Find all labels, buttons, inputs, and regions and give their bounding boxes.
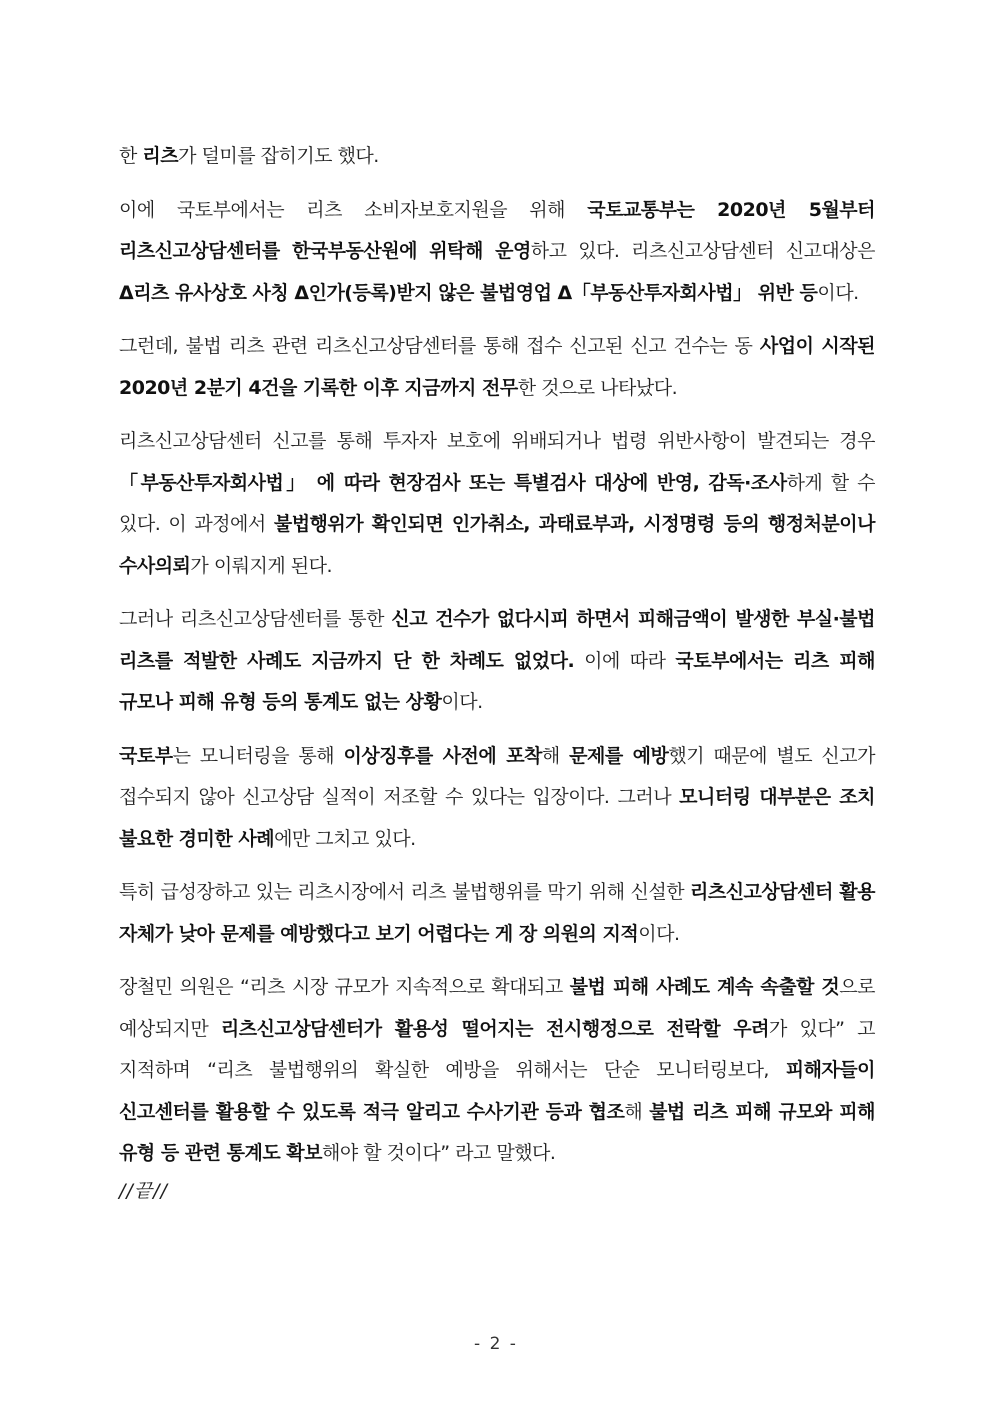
text-run: 한 — [119, 145, 143, 167]
bold-text-run: 국토교통부는 2020년 5월부터 리츠신고상담센터를 한국부동산원에 위탁해 운영 — [119, 198, 876, 262]
text-run: 한 것으로 나타났다. — [517, 376, 678, 399]
paragraph — [119, 599, 875, 724]
bold-text-run: 피해자들이 신고센터를 활용할 수 있도록 적극 알리고 수사기관 등과 협조 — [119, 1059, 875, 1123]
text-run: 가 이뤄지게 된다. — [190, 554, 333, 577]
text-run: 가 덜미를 잡히기도 했다. — [178, 145, 379, 167]
text-run: 이다. — [441, 691, 483, 713]
text-run: 했기 때문에 별도 신고가 접수되지 않아 신고상담 실적이 저조할 수 있다는 입장이다. 그러나 — [119, 744, 875, 808]
text-run: 가 있다” 고 지적하며 “리츠 불법행위의 확실한 예방을 위해서는 단순 모니터링보다, — [119, 1017, 875, 1081]
bold-text-run: 모니터링 대부분은 조치 불요한 경미한 사례 — [119, 786, 875, 850]
bold-text-run: 국토부 — [119, 744, 173, 767]
text-run: 그런데, 불법 리츠 관련 리츠신고상담센터를 통해 접수 신고된 신고 건수는 동 — [119, 335, 760, 357]
text-run: 이다. — [638, 922, 680, 945]
text-run: 이다. — [817, 281, 859, 304]
paragraph — [119, 190, 875, 315]
paragraph — [119, 136, 875, 178]
text-run: 해 — [541, 744, 570, 767]
bold-text-run: 리츠신고상담센터가 활용성 떨어지는 전시행정으로 전락할 우려 — [220, 1017, 769, 1040]
text-run: 하게 할 수 있다. 이 과정에서 — [119, 471, 875, 535]
text-run: 특히 급성장하고 있는 리츠시장에서 리츠 불법행위를 막기 위해 신설한 — [119, 881, 690, 903]
paragraph — [119, 967, 875, 1175]
bold-text-run: 문제를 예방 — [569, 744, 669, 767]
text-run: 그러나 리츠신고상담센터를 통한 — [119, 608, 392, 630]
text-run: 해야 할 것이다” 라고 말했다. — [322, 1142, 556, 1164]
bold-text-run: 리츠신고상담센터 활용 자체가 낮아 문제를 예방했다고 보기 어렵다는 게 장 의원의 지적 — [119, 881, 876, 945]
text-run: 이에 따라 — [574, 649, 676, 672]
text-run: 에만 그치고 있다. — [274, 827, 416, 850]
bold-text-run: 불법행위가 확인되면 인가취소, 과태료부과, 시정명령 등의 행정처분이나 수사의뢰 — [119, 513, 875, 577]
text-run: 장철민 의원은 “리츠 시장 규모가 지속적으로 확대되고 — [119, 976, 570, 998]
paragraph — [119, 872, 875, 955]
bold-text-run: 사업이 시작된 2020년 2분기 4건을 기록한 이후 지금까지 전무 — [119, 335, 875, 399]
page-number: - 2 - — [474, 1334, 518, 1354]
text-run: 리츠신고상담센터 신고를 통해 투자자 보호에 위배되거나 법령 위반사항이 발견되는 경우 — [119, 430, 875, 452]
paragraph — [119, 326, 875, 409]
text-run: 해 — [624, 1100, 650, 1123]
bold-text-run: 이상징후를 사전에 포착 — [343, 744, 542, 767]
bold-text-run: 불법 리츠 피해 규모와 피해 유형 등 관련 통계도 확보 — [119, 1100, 875, 1164]
bold-text-run: 불법 피해 사례도 계속 속출할 것 — [569, 976, 840, 998]
text-run: 하고 있다. 리츠신고상담센터 신고대상은 — [530, 240, 875, 262]
body-text — [119, 136, 875, 1212]
text-run: 는 모니터링을 통해 — [172, 744, 344, 767]
text-run: 으로 예상되지만 — [119, 976, 875, 1040]
bold-text-run: 신고 건수가 없다시피 하면서 피해금액이 발생한 부실·불법 리츠를 적발한 사례도 지금까지 단 한 차례도 없었다. — [119, 608, 876, 672]
text-run: 이에 국토부에서는 리츠 소비자보호지원을 위해 — [119, 198, 588, 221]
bold-text-run: 「부동산투자회사법」 에 따라 현장검사 또는 특별검사 대상에 반영, 감독·조사 — [119, 471, 787, 494]
paragraph — [119, 736, 875, 861]
paragraph — [119, 421, 875, 587]
bold-text-run: 국토부에서는 리츠 피해 규모나 피해 유형 등의 통계도 없는 상황 — [119, 649, 875, 713]
bold-text-run: Δ리츠 유사상호 사칭 Δ인가(등록)받지 않은 불법영업 Δ「부동산투자회사법」 위반 등 — [119, 281, 818, 304]
end-mark: //끝// — [119, 1179, 168, 1202]
bold-text-run: 리츠 — [142, 145, 179, 167]
